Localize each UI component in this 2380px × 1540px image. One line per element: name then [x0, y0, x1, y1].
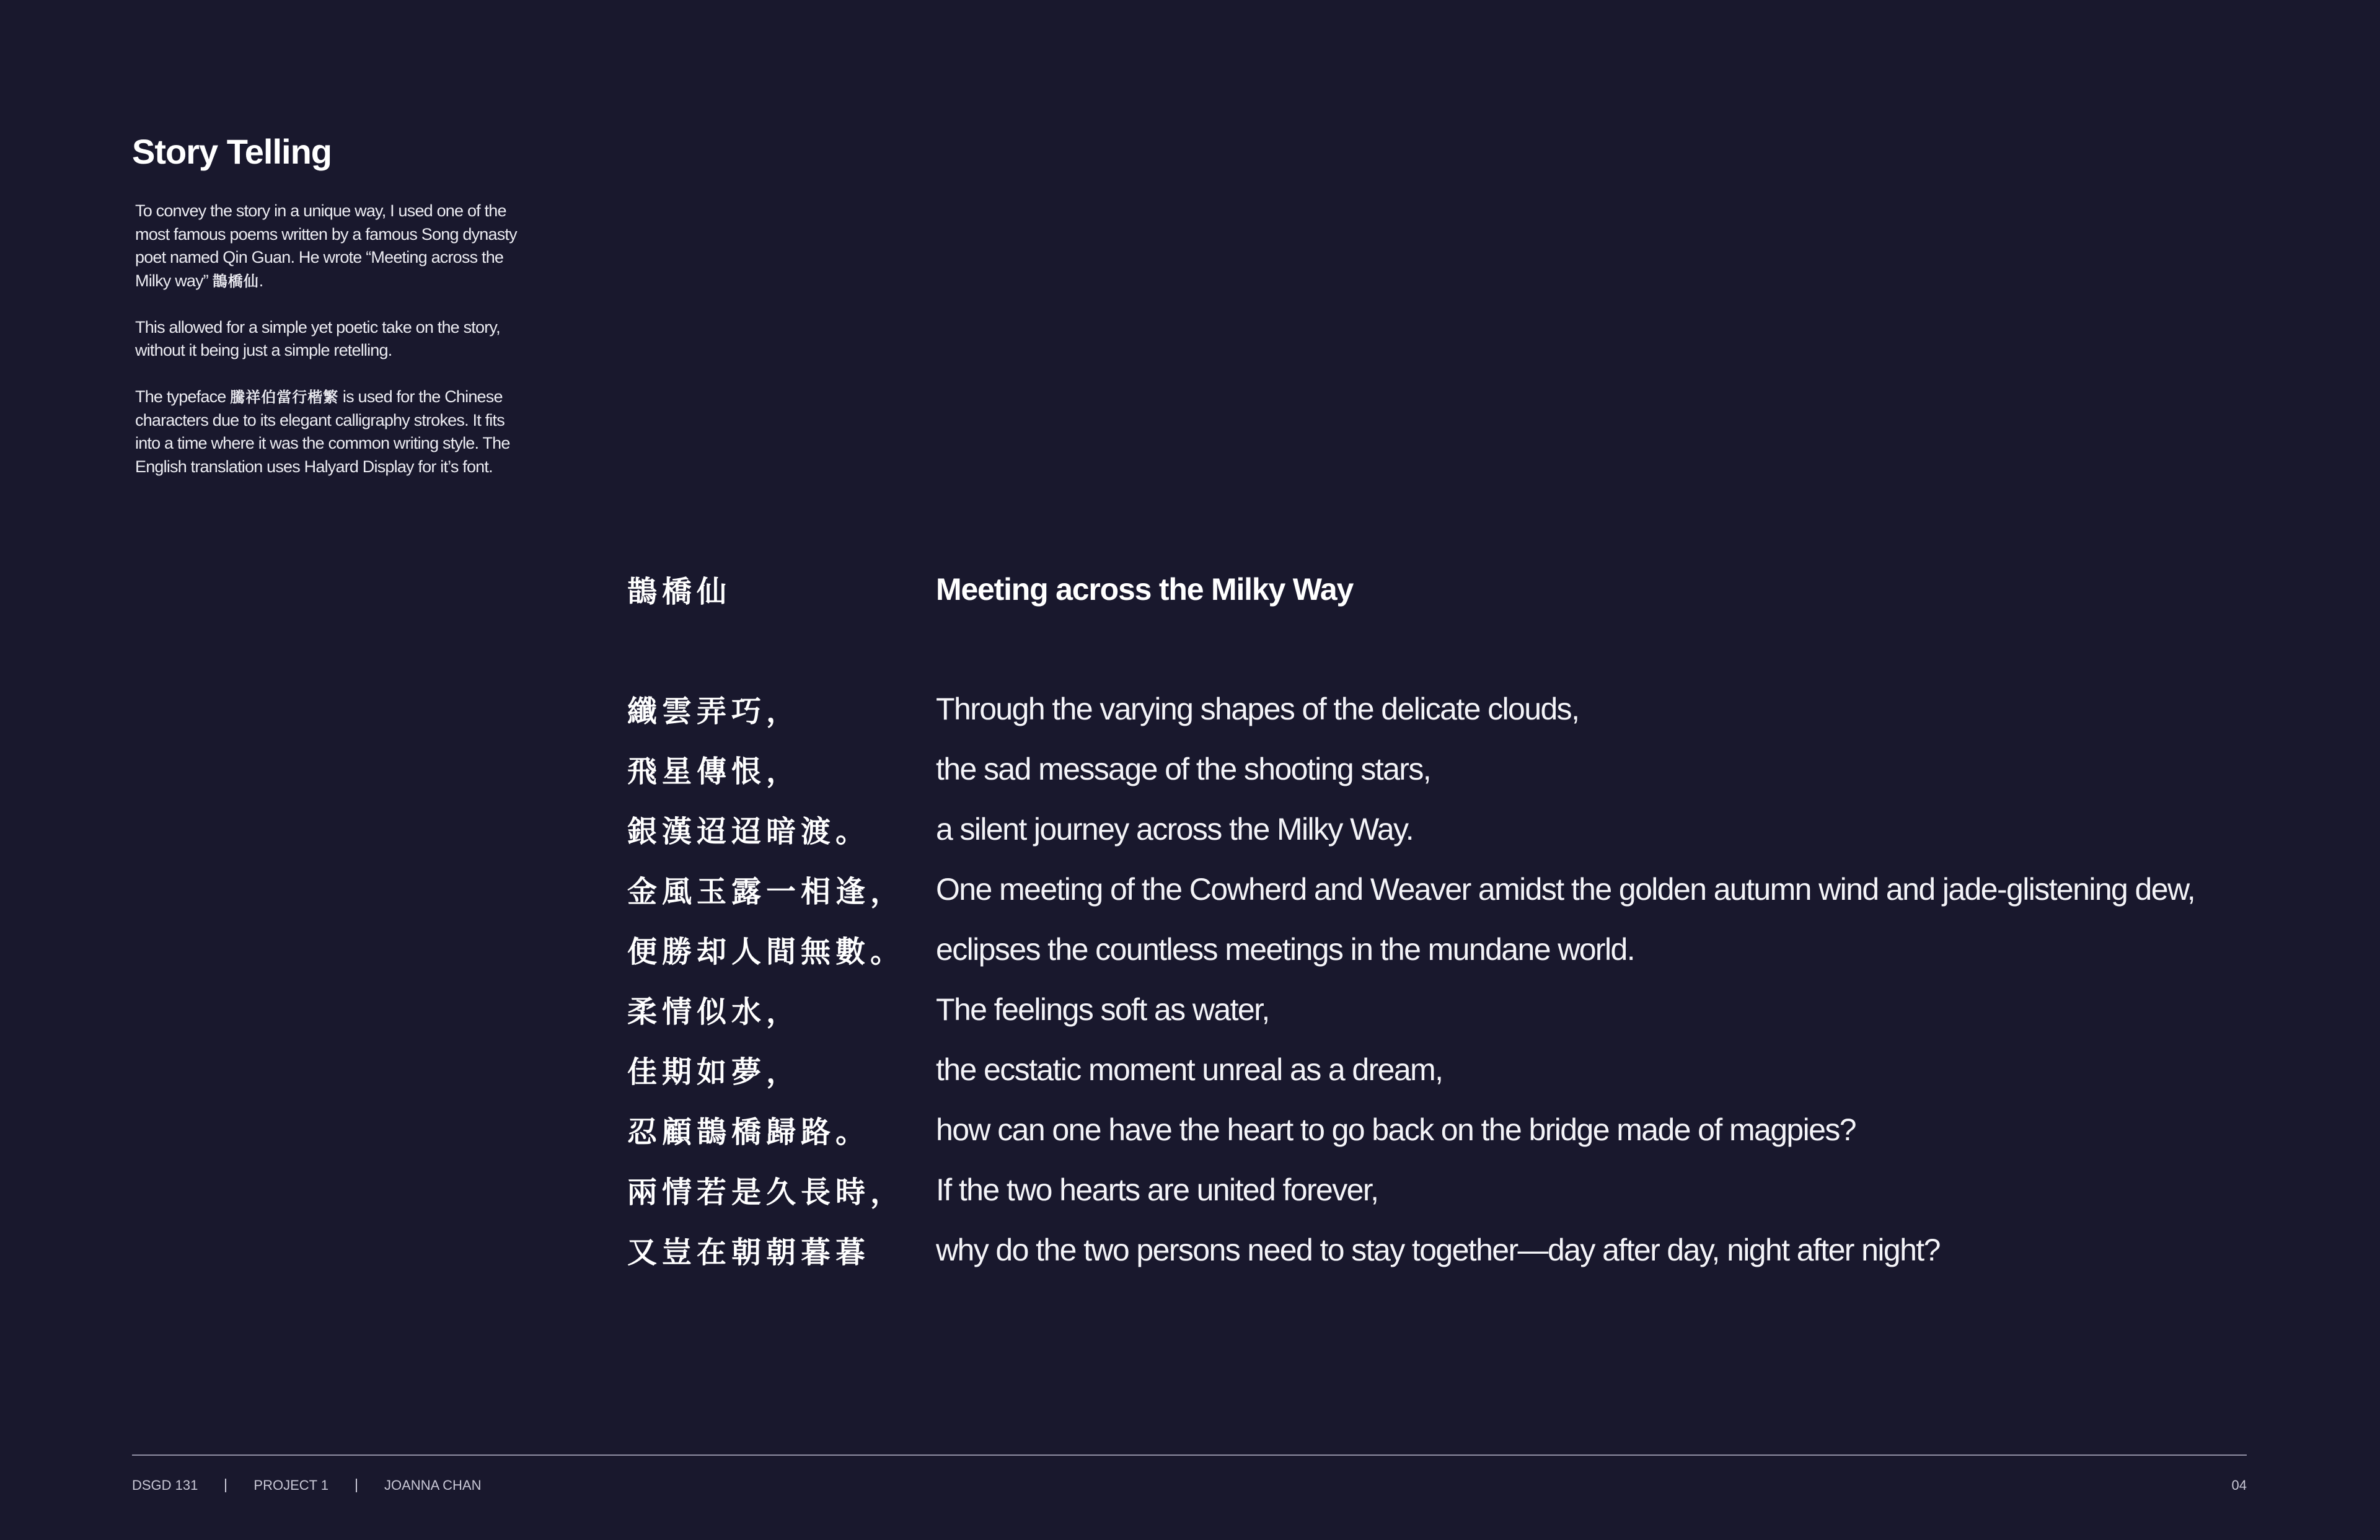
- intro-title: Story Telling: [132, 132, 332, 171]
- poem-line-en: Through the varying shapes of the delicate clouds,: [936, 691, 1579, 726]
- poem-line: [627, 739, 2276, 799]
- poem-title-cn: 鵲橋仙: [627, 574, 732, 609]
- poem-line-cn: 金風玉露一相逢，: [627, 874, 906, 909]
- page-number: 04: [2231, 1477, 2247, 1493]
- poem-line-cn: 飛星傳恨，: [627, 754, 801, 789]
- poem: [627, 559, 2276, 1280]
- poem-line-en: If the two hearts are united forever,: [936, 1172, 1378, 1207]
- poem-line-cn: 銀漢迢迢暗渡。: [627, 814, 871, 849]
- poem-line: [627, 799, 2276, 859]
- poem-line-en: how can one have the heart to go back on the bridge made of magpies?: [936, 1112, 1856, 1147]
- poem-line-en: the sad message of the shooting stars,: [936, 751, 1431, 786]
- poem-line-en: a silent journey across the Milky Way.: [936, 811, 1414, 847]
- poem-line-cn: 纖雲弄巧，: [627, 694, 801, 729]
- poem-line-cn: 兩情若是久長時，: [627, 1175, 906, 1210]
- intro-paragraph-3: [135, 385, 526, 478]
- poem-line: [627, 679, 2276, 739]
- poem-line-en: One meeting of the Cowherd and Weaver amidst the golden autumn wind and jade-glistening dew,: [936, 871, 2195, 907]
- poem-line-cn: 柔情似水，: [627, 995, 801, 1029]
- poem-line: [627, 979, 2276, 1039]
- poem-line: [627, 1220, 2276, 1280]
- intro-paragraph-2: This allowed for a simple yet poetic take on the story, without it being just a simple retelling.: [135, 317, 500, 359]
- poem-line-en: why do the two persons need to stay together—day after day, night after night?: [936, 1232, 1940, 1267]
- intro-paragraph-1-end: .: [258, 271, 263, 290]
- poem-line-cn: 便勝却人間無數。: [627, 935, 906, 969]
- intro-body: [135, 200, 526, 502]
- poem-line-cn: 又豈在朝朝暮暮: [627, 1235, 871, 1270]
- poem-title-en: Meeting across the Milky Way: [936, 571, 1354, 607]
- poem-line-en: The feelings soft as water,: [936, 992, 1269, 1027]
- footer-divider: [132, 1454, 2247, 1456]
- intro-paragraph-3-end: is used for the Chinese characters due to its elegant calligraphy strokes. It fits into a time where it was the common writing style. The English translation uses Halyard Display for it’s font.: [135, 387, 510, 476]
- poem-line: [627, 1159, 2276, 1220]
- poem-line-cn: 佳期如夢，: [627, 1055, 801, 1089]
- footer-author: JOANNA CHAN: [384, 1477, 482, 1493]
- poem-line: [627, 1039, 2276, 1099]
- intro-paragraph-1-text: To convey the story in a unique way, I used one of the most famous poems written by a famous Song dynasty poet named Qin Guan. He wrote “Meeting across the Milky way”: [135, 201, 517, 290]
- intro-paragraph-3-start: The typeface: [135, 387, 231, 406]
- poem-line: [627, 1099, 2276, 1159]
- footer-project: PROJECT 1: [253, 1477, 329, 1493]
- poem-line-cn: 忍顧鵲橋歸路。: [627, 1115, 871, 1150]
- poem-line: [627, 859, 2276, 919]
- footer-meta: [132, 1476, 482, 1495]
- poem-title-row: [627, 559, 2276, 619]
- footer-course: DSGD 131: [132, 1477, 198, 1493]
- intro-typeface-name-cn: 騰祥伯當行楷繁: [230, 388, 339, 406]
- footer-separator: [356, 1479, 357, 1492]
- intro-paragraph-1: [135, 200, 526, 293]
- footer: [132, 1476, 2247, 1495]
- poem-line-en: the ecstatic moment unreal as a dream,: [936, 1052, 1443, 1087]
- intro-poem-title-cn: 鵲橋仙: [212, 271, 259, 290]
- poem-line: [627, 919, 2276, 979]
- poem-line-en: eclipses the countless meetings in the mundane world.: [936, 931, 1634, 967]
- footer-separator: [225, 1479, 226, 1492]
